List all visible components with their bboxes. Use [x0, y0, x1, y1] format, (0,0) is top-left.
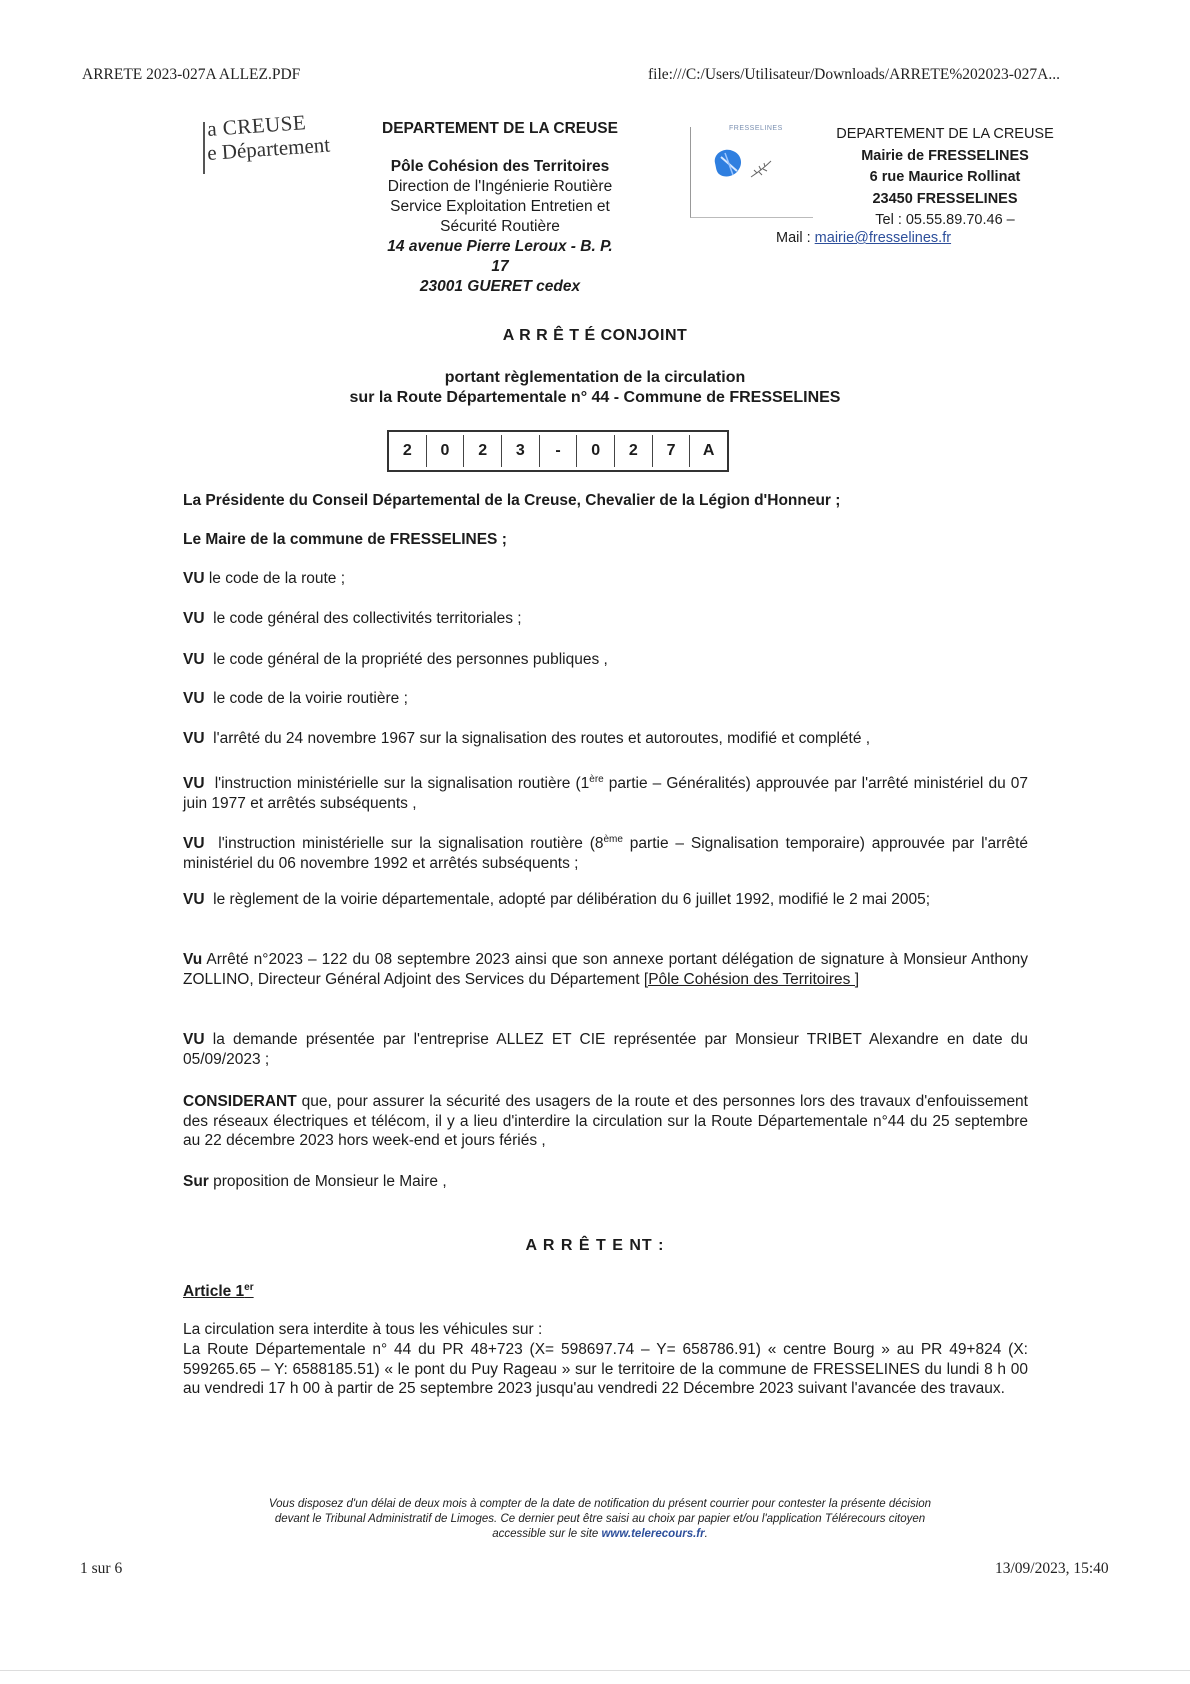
number-cell: 0 [577, 435, 615, 467]
fresselines-logo: FRESSELINES [690, 127, 813, 218]
document-title: A R R Ê T É CONJOINT [502, 327, 688, 344]
print-header-url: file:///C:/Users/Utilisateur/Downloads/ARRETE%202023-027A... [648, 66, 1060, 83]
number-cell: 0 [427, 435, 465, 467]
vu-instruction-1: VU l'instruction ministérielle sur la signalisation routière (1ère partie – Généralités) approuvée par l'arrêté ministériel du 07 juin 1977 et arrêtés subséquents , [183, 774, 1028, 812]
vu-code-propriete: VU le code général de la propriété des personnes publiques , [183, 651, 608, 668]
vu-arrete-1967: VU l'arrêté du 24 novembre 1967 sur la signalisation des routes et autoroutes, modifié et complété , [183, 730, 871, 747]
document-subtitle-1: portant règlementation de la circulation [444, 369, 746, 386]
vu-code-voirie: VU le code de la voirie routière ; [183, 690, 408, 707]
sur-proposition: Sur proposition de Monsieur le Maire , [183, 1173, 447, 1190]
leaf-sprig-icon [749, 157, 775, 181]
telerecours-link[interactable]: www.telerecours.fr [601, 1528, 705, 1540]
considerant: CONSIDERANT que, pour assurer la sécurité des usagers de la route et des personnes lors des travaux d'enfouissement des réseaux électriques et télécom, il y a lieu d'interdire la circulation sur la Route Départementale n°44 du 25 septembre au 22 décembre 2023 hors week-end et jours fériés , [183, 1093, 1028, 1149]
number-cell: A [702, 442, 715, 459]
page-bottom-divider [0, 1670, 1190, 1671]
mairie-mail: Mail : mairie@fresselines.fr [776, 230, 952, 246]
fresselines-emblem-icon [709, 145, 749, 181]
creuse-logo: a CREUSE e Département [200, 118, 350, 176]
arrete-number [387, 430, 729, 472]
document-subtitle-2: sur la Route Départementale n° 44 - Commune de FRESSELINES [349, 389, 841, 406]
article-1-line-1: La circulation sera interdite à tous les véhicules sur : [183, 1321, 543, 1338]
vu-demande: VU la demande présentée par l'entreprise ALLEZ ET CIE représentée par Monsieur TRIBET Alexandre en date du 05/09/2023 ; [183, 1031, 1028, 1068]
vu-instruction-8: VU l'instruction ministérielle sur la signalisation routière (8ème partie – Signalisation temporaire) approuvée par l'arrêté ministériel du 06 novembre 1992 et arrêtés subséquents ; [183, 834, 1029, 872]
mairie-address: DEPARTEMENT DE LA CREUSE Mairie de FRESSELINES 6 rue Maurice Rollinat 23450 FRESSELINES Tel : 05.55.89.70.46 – [836, 126, 1054, 228]
mairie-email-link[interactable]: mairie@fresselines.fr [814, 230, 952, 246]
article-1-heading: Article 1er [183, 1282, 254, 1301]
article-1-body: La Route Départementale n° 44 du PR 48+723 (X= 598697.74 – Y= 658786.91) « centre Bourg » au PR 49+824 (X: 599265.65 – Y: 6588185.51) « le pont du Puy Rageau » sur le territoire de la commune de FRESSELINES du lundi 8 h 00 au vendredi 17 h 00 à partir de 25 septembre 2023 jusqu'au vendredi 22 Décembre 2023 suivant l'avancée des travaux. [183, 1341, 1028, 1397]
print-header-title: ARRETE 2023-027A ALLEZ.PDF [82, 66, 301, 83]
department-address: DEPARTEMENT DE LA CREUSE Pôle Cohésion des Territoires Direction de l'Ingénierie Routière Service Exploitation Entretien et Sécurité Routière 14 avenue Pierre Leroux - B. P. 17 23001 GUERET cedex [355, 119, 645, 297]
number-cell: 3 [502, 435, 540, 467]
dept-name: DEPARTEMENT DE LA CREUSE [382, 120, 618, 137]
vu-code-collectivites: VU le code général des collectivités territoriales ; [183, 610, 522, 627]
arretent-heading: A R R Ê T E NT : [525, 1237, 665, 1254]
number-cell: - [540, 435, 578, 467]
print-timestamp: 13/09/2023, 15:40 [995, 1560, 1109, 1577]
number-cell: 2 [464, 435, 502, 467]
vu-reglement-voirie: VU le règlement de la voirie départementale, adopté par délibération du 6 juillet 1992, modifié le 2 mai 2005; [183, 891, 931, 908]
appeal-notice: Vous disposez d'un délai de deux mois à compter de la date de notification du présent courrier pour contester la présente décision devant le Tribunal Administratif de Limoges. Ce dernier peut être saisi au choix par papier et/ou l'application Télérecours citoyen accessible sur le site www.telerecours.fr. [268, 1498, 932, 1540]
preamble-maire: Le Maire de la commune de FRESSELINES ; [183, 531, 507, 548]
page-counter: 1 sur 6 [80, 1560, 123, 1577]
preamble-president: La Présidente du Conseil Départemental de la Creuse, Chevalier de la Légion d'Honneur ; [183, 492, 841, 509]
number-cell: 7 [653, 435, 691, 467]
vu-code-route: VU le code de la route ; [183, 570, 346, 587]
vu-arrete-delegation: Vu Arrêté n°2023 – 122 du 08 septembre 2023 ainsi que son annexe portant délégation de signature à Monsieur Anthony ZOLLINO, Directeur Général Adjoint des Services du Département [Pôle Cohésion des Territoires ] [183, 951, 1029, 988]
number-cell: 2 [615, 435, 653, 467]
number-cell: 2 [389, 435, 427, 467]
